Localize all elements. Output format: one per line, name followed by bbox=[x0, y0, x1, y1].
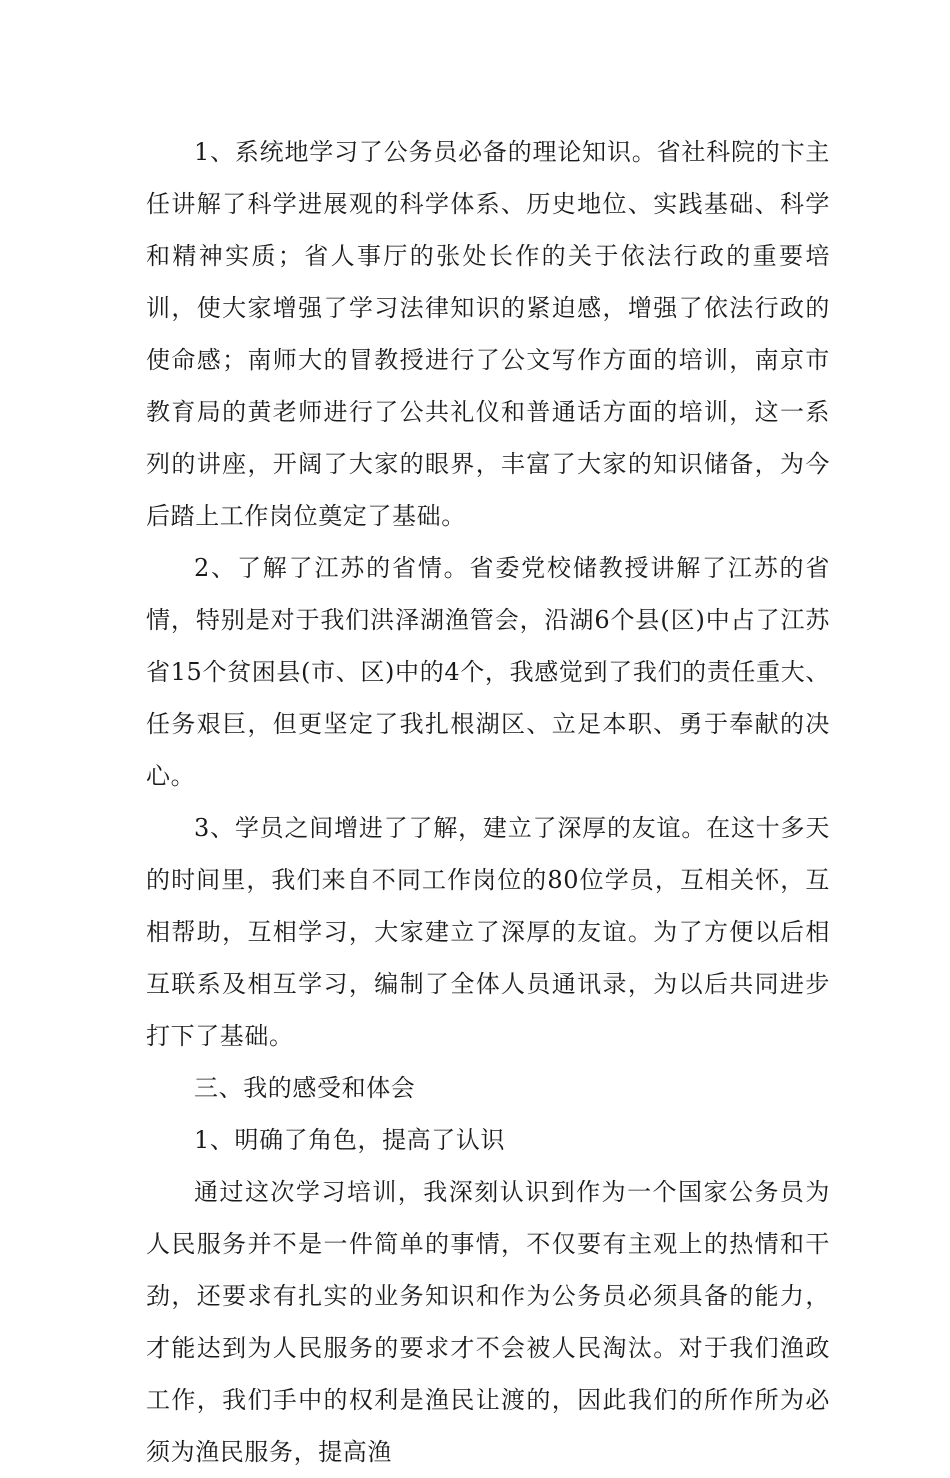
section-heading: 三、我的感受和体会 bbox=[194, 1074, 416, 1102]
paragraph-friendship: 3、学员之间增进了了解，建立了深厚的友谊。在这十多天的时间里，我们来自不同工作岗位的80位学员，互相关怀，互相帮助，互相学习，大家建立了深厚的友谊。为了方便以后相互联系及相互学习，编制了全体人员通讯录，为以后共同进步打下了基础。 bbox=[146, 814, 830, 1050]
paragraph-closing: 通过这次学习培训，我深刻认识到作为一个国家公务员为人民服务并不是一件简单的事情，不仅要有主观上的热情和干劲，还要求有扎实的业务知识和作为公务员必须具备的能力，才能达到为人民服务的要求才不会被人民淘汰。对于我们渔政工作，我们手中的权利是渔民让渡的，因此我们的所作所为必须为渔民服务，提高渔 bbox=[146, 1178, 830, 1466]
paragraph-theory-study: 1、系统地学习了公务员必备的理论知识。省社科院的卞主任讲解了科学进展观的科学体系、历史地位、实践基础、科学和精神实质；省人事厅的张处长作的关于依法行政的重要培训，使大家增强了学习法律知识的紧迫感，增强了依法行政的使命感；南师大的冒教授进行了公文写作方面的培训，南京市教育局的黄老师进行了公共礼仪和普通话方面的培训，这一系列的讲座，开阔了大家的眼界，丰富了大家的知识储备，为今后踏上工作岗位奠定了基础。 bbox=[146, 138, 830, 530]
paragraph-provincial-situation: 2、了解了江苏的省情。省委党校储教授讲解了江苏的省情，特别是对于我们洪泽湖渔管会，沿湖6个县(区)中占了江苏省15个贫困县(市、区)中的4个，我感觉到了我们的责任重大、任务艰巨，但更坚定了我扎根湖区、立足本职、勇于奉献的决心。 bbox=[146, 554, 830, 790]
sub-heading: 1、明确了角色，提高了认识 bbox=[194, 1126, 506, 1154]
document-body bbox=[146, 126, 830, 1478]
